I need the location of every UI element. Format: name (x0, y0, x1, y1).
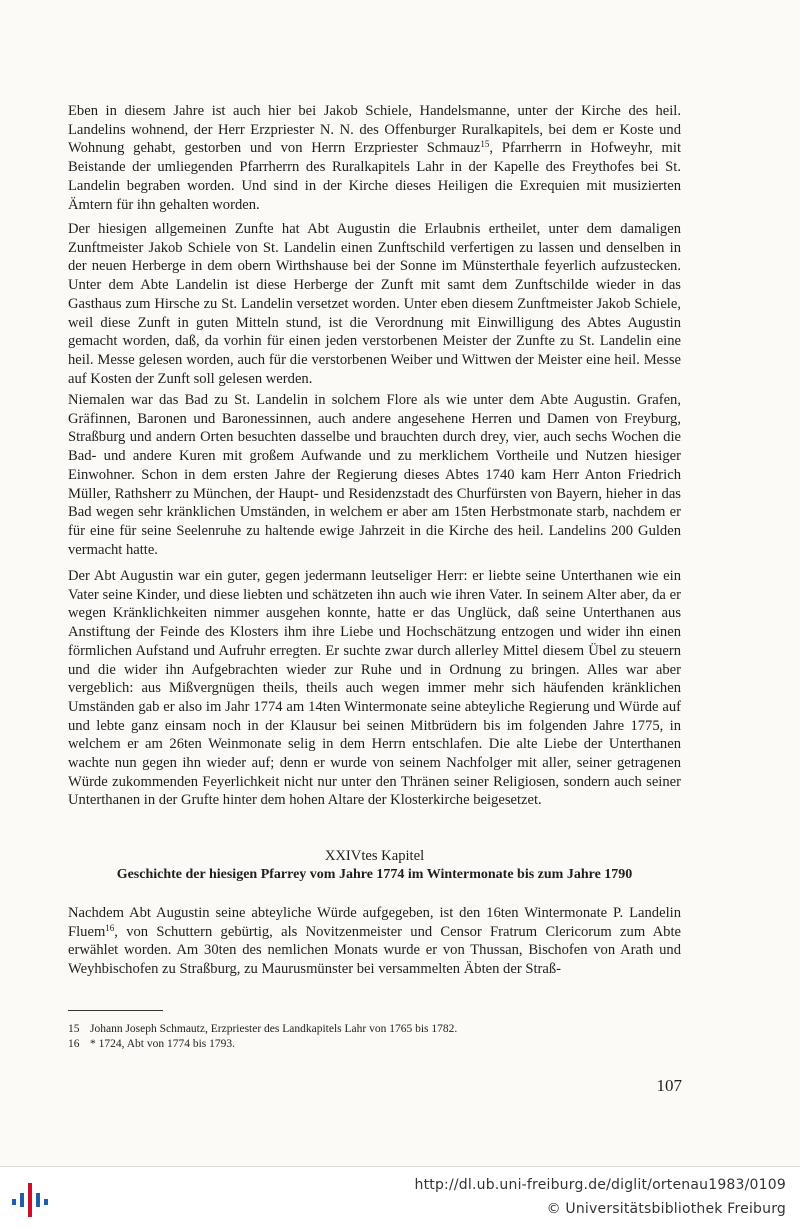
paragraph-text: Der hiesigen allgemeinen Zunfte hat Abt Augustin die Erlaubnis ertheilet, unter dem damaligen Zunftmeister Jakob Schiele von St. Landelin einen Zunftschild verfertigen zu lassen und denselben in der neuen Herberge in dem obern Wirthshause bei der Sonne im Münsterthale feyerlich aufzustecken. Unter dem Abte Landelin ist diese Herberge der Zunft mit samt dem Zunftschilde wieder in das Gasthaus zum Hirsche zu St. Landelin versetzet worden. Unter eben diesem Zunftmeister Jakob Schiele, weil diese Zunft in guten Mitteln stund, ist die Verordnung mit Einwilligung des Abtes Augustin gemacht worden, daß, da vorhin für einen jeden verstorbenen Meister der Zunfte zu St. Landelin eine heil. Messe gelesen worden, auch für die verstorbenen Weiber und Wittwen der Meister eine heil. Messe auf Kosten der Zunft soll gelesen werden. (68, 221, 681, 387)
paragraph-3 (68, 391, 681, 559)
paragraph-4 (68, 567, 681, 810)
footnote-number: 15 (68, 1023, 80, 1035)
chapter-title: Geschichte der hiesigen Pfarrey vom Jahre 1774 im Wintermonate bis zum Jahre 1790 (116, 867, 633, 882)
paragraph-text: , Pfarrherrn in Hofweyhr, mit Beistande der umliegenden Pfarrherrn des Ruralkapitels Lahr in der Kapelle des Freythofes bei St. Landelin begraben worden. Und sind in der Kirche dieses Heiligen die Exrequien mit musizierten Ämtern für ihn gehalten worden. (68, 140, 682, 213)
chapter-heading (68, 848, 681, 883)
footnote-divider (68, 1010, 163, 1011)
paragraph-text: Nachdem Abt Augustin seine abteyliche Würde aufgegeben, ist den 16ten Wintermonate P. Landelin Fluem (68, 905, 681, 940)
paragraph-text: , von Schuttern gebürtig, als Novitzenmeister und Censor Fratrum Clericorum zum Abte erwählet worden. Am 30ten des nemlichen Monats wurde er von Thussan, Bischofen von Arath und Weyhbischofen zu Straßburg, zu Maurusmünster bei versammelten Äbten der Straß- (68, 923, 681, 978)
copyright-text: © Universitätsbibliothek Freiburg (546, 1201, 786, 1217)
footer-bar (0, 1166, 800, 1227)
footnote-text: * 1724, Abt von 1774 bis 1793. (90, 1038, 236, 1050)
chapter-paragraph (68, 904, 681, 979)
footnote-ref-15[interactable]: 15 (480, 139, 490, 150)
chapter-number: XXIVtes Kapitel (324, 848, 425, 864)
footnote-15 (68, 1022, 681, 1037)
source-url-link[interactable]: http://dl.ub.uni-freiburg.de/diglit/ortenau1983/0109 (414, 1177, 786, 1193)
paragraph-text: Der Abt Augustin war ein guter, gegen jedermann leutseliger Herr: er liebte seine Unterthanen wie ein Vater seine Kinder, und diese liebten und schätzeten ihn auch wie ihren Vater. In seinem Alter aber, da er wegen Kränklichkeiten nimmer ausgehen konnte, hatte er das Unglück, daß seine Unterthanen aus Anstiftung der Feinde des Klosters ihm ihre Liebe und Hochschätzung entzogen und wider ihn einen förmlichen Aufstand und Aufruhr erregten. Er suchte zwar durch allerley Mittel diesem Übel zu steuern und die wider ihn Aufgebrachten wieder zur Ruhe und in Ordnung zu bringen. Alles war aber vergeblich: aus Mißvergnügen theils, theils auch wegen immer mehr sich häufenden kränklichen Umständen gab er also im Jahr 1774 am 14ten Wintermonate seine abteyliche Regierung und Würde auf und lebte ganz einsam noch in der Klausur bei seinen Mitbrüdern bis im folgenden Jahre 1775, in welchem er am 26ten Weinmonate selig in dem Herrn entschlafen. Die alte Liebe der Unterthanen wachte nun gegen ihn wieder auf; denn er wurde von seinem Nachfolger mit aller, seiner getragenen Würde zukommenden Feyerlichkeit nicht nur unter den Thränen seiner Religiosen, sondern auch seiner Unterthanen in der Grufte hinter dem hohen Altare der Klosterkirche beigesetzet. (68, 568, 681, 809)
footnote-ref-16[interactable]: 16 (105, 922, 115, 933)
paragraph-text: Eben in diesem Jahre ist auch hier bei Jakob Schiele, Handelsmanne, unter der Kirche des heil. Landelins wohnend, der Herr Erzpriester N. N. des Offenburger Ruralkapitels, bei dem er Koste und Wohnung gehabt, gestorben und von Herrn Erzpriester Schmauz (68, 103, 681, 157)
footnotes (68, 1022, 681, 1052)
footnote-text: Johann Joseph Schmautz, Erzpriester des Landkapitels Lahr von 1765 bis 1782. (90, 1023, 458, 1035)
footnote-number: 16 (68, 1038, 80, 1050)
footnote-16 (68, 1037, 681, 1052)
ub-freiburg-logo-icon[interactable] (10, 1181, 52, 1219)
paragraph-text: Niemalen war das Bad zu St. Landelin in solchem Flore als wie unter dem Abte Augustin. Grafen, Gräfinnen, Baronen und Baronessinnen, auch andere angesehene Herren und Damen von Freyburg, Straßburg und andern Orten besuchten dasselbe und brauchten durch drey, vier, auch sechs Wochen die Bad- und andere Kuren mit großem Aufwande und zu merklichem Vortheile und Nutzen hiesiger Einwohner. Schon in dem ersten Jahre der Regierung dieses Abtes 1740 kam Herr Anton Friedrich Müller, Rathsherr zu München, der Haupt- und Residenzstadt des Churfürsten von Bayern, hieher in das Bad wegen sehr kränklichen Umständen, in welchem er aber am 15ten Herbstmonate starb, nachdem er für eine für seine Seelenruhe zu haltende ewige Jahrzeit in die Kirche des heil. Landelins 200 Gulden vermacht hatte. (68, 392, 681, 558)
page-number: 107 (656, 1076, 682, 1095)
paragraph-2 (68, 220, 681, 388)
paragraph-1 (68, 102, 681, 214)
